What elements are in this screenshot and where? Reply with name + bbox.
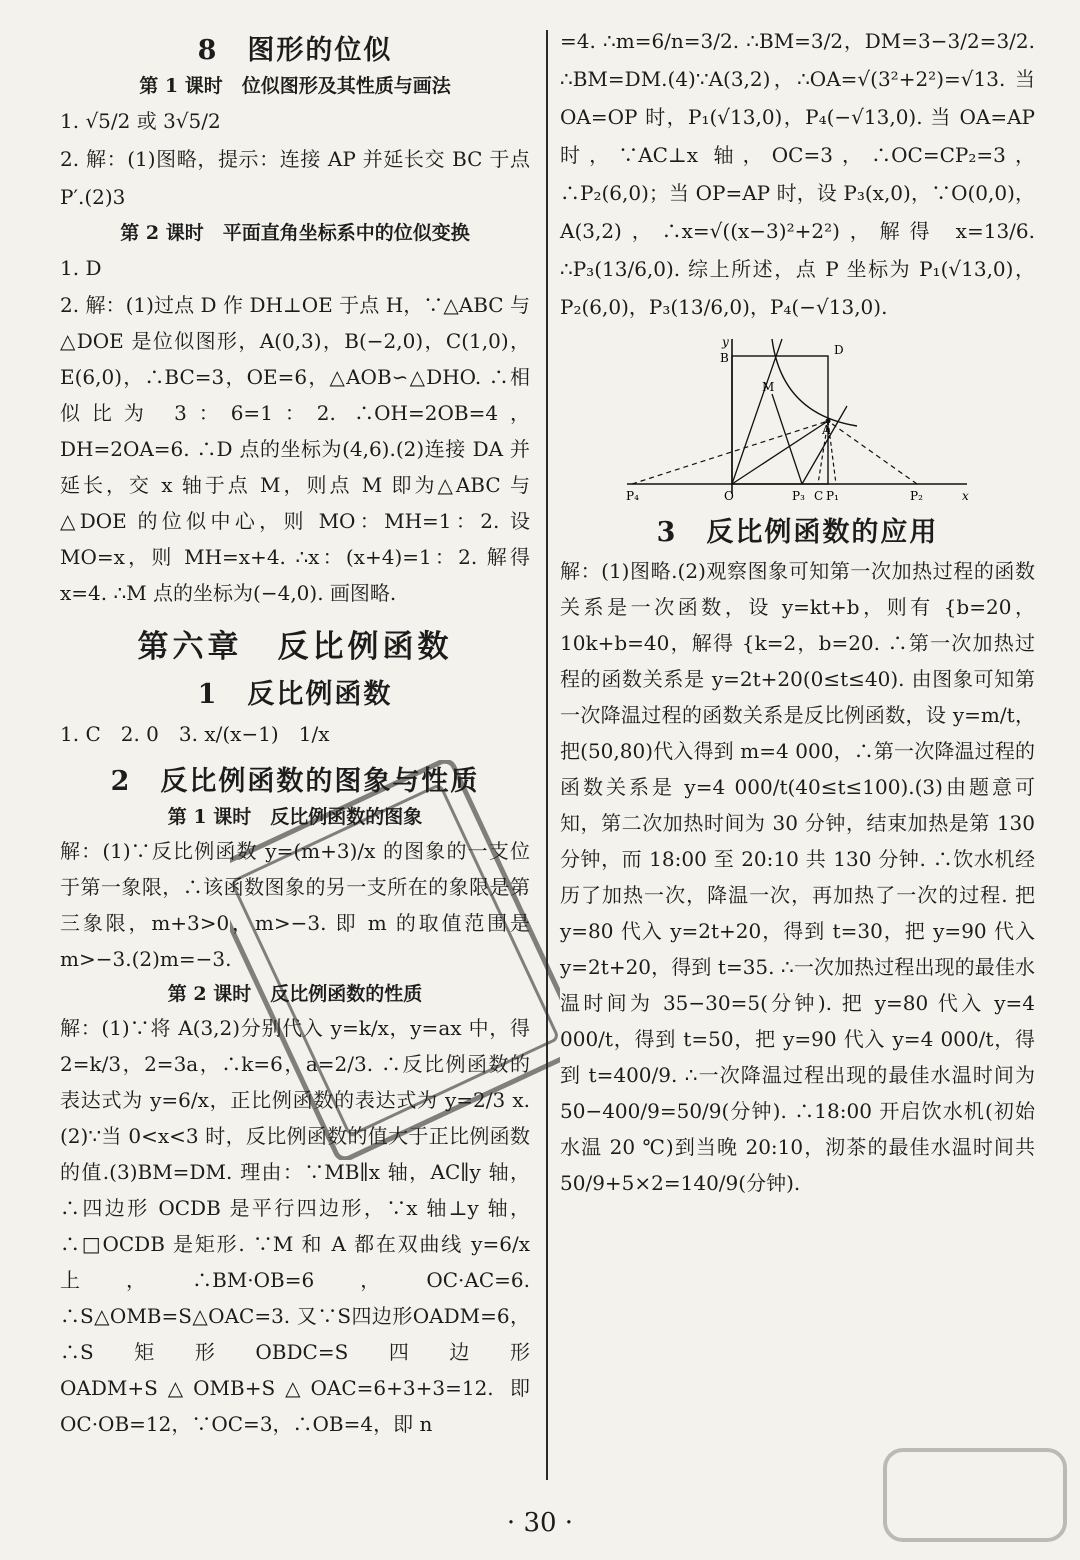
section-2-lesson-1-text: 解：(1)∵反比例函数 y=(m+3)/x 的图象的一支位于第一象限，∴该函数图象的另一支所在的象限是第三象限，m+3>0，m>−3. 即 m 的取值范围是 m>−3.(2)m=−3. [60, 839, 530, 971]
section-2-title: 2 反比例函数的图象与性质 [110, 766, 480, 797]
page-number: · 30 · [506, 1508, 574, 1538]
label-x: x [962, 489, 969, 503]
coordinate-figure [622, 334, 982, 504]
label-o: O [724, 489, 734, 503]
lesson-1-q1: 1. √5/2 或 3√5/2 [60, 109, 221, 133]
lesson-1-title: 第 1 课时 位似图形及其性质与画法 [139, 75, 451, 97]
section-1-answers: 1. C 2. 0 3. x/(x−1) 1/x [60, 722, 330, 746]
lesson-2-q2: 2. 解：(1)过点 D 作 DH⊥OE 于点 H，∵△ABC 与△DOE 是位似图形，A(0,3)，B(−2,0)，C(1,0)，E(6,0)，∴BC=3，OE=6，△AOB∽△DHO. ∴相似比为 3：6=1：2. ∴OH=2OB=4，DH=2OA=6. ∴D 点的坐标为(4,6).(2)连接 DA 并延长，交 x 轴于点 M，则点 M 即为△ABC 与△DOE 的位似中心，则 MO：MH=1：2. 设 MO=x，则 MH=x+4. ∴x：(x+4)=1：2. 解得 x=4. ∴M 点的坐标为(−4,0). 画图略. [60, 293, 530, 605]
lesson-1-q2: 2. 解：(1)图略，提示：连接 AP 并延长交 BC 于点 P′.(2)3 [60, 147, 530, 209]
stamp-overlay [230, 760, 560, 1160]
continued-solution-text: =4. ∴m=6/n=3/2. ∴BM=3/2，DM=3−3/2=3/2. ∴BM=DM.(4)∵A(3,2)，∴OA=√(3²+2²)=√13. 当 OA=OP 时，P₁(√13,0)，P₄(−√13,0). 当 OA=AP 时，∵AC⊥x 轴，OC=3，∴OC=CP₂=3，∴P₂(6,0)；当 OP=AP 时，设 P₃(x,0)，∵O(0,0)，A(3,2)，∴x=√((x−3)²+2²)，解得 x=13/6. ∴P₃(13/6,0). 综上所述，点 P 坐标为 P₁(√13,0)，P₂(6,0)，P₃(13/6,0)，P₄(−√13,0). [560, 29, 1035, 319]
line-oa [732, 421, 828, 484]
chapter-6-title: 第六章 反比例函数 [137, 629, 453, 665]
label-p4: P₄ [626, 489, 639, 503]
left-column [60, 22, 530, 1442]
label-m: M [762, 380, 775, 394]
coordinate-figure-svg [622, 334, 982, 504]
section-2-lesson-1-title: 第 1 课时 反比例函数的图象 [167, 806, 423, 828]
right-column [560, 22, 1035, 1201]
section-2-lesson-2-text: 解：(1)∵将 A(3,2)分别代入 y=k/x，y=ax 中，得 2=k/3，2=3a，∴k=6，a=2/3. ∴反比例函数的表达式为 y=6/x，正比例函数的表达式为 y=2/3 x.(2)∵当 0<x<3 时，反比例函数的值大于正比例函数的值.(3)BM=DM. 理由：∵MB∥x 轴，AC∥y 轴，∴四边形 OCDB 是平行四边形，∵x 轴⊥y 轴，∴□OCDB 是矩形. ∵M 和 A 都在双曲线 y=6/x 上，∴BM·OB=6，OC·AC=6. ∴S△OMB=S△OAC=3. 又∵S四边形OADM=6，∴S矩形OBDC=S四边形OADM+S△OMB+S△OAC=6+3+3=12. 即 OC·OB=12，∵OC=3，∴OB=4，即 n [60, 1016, 530, 1436]
label-d: D [834, 343, 844, 357]
label-y: y [722, 335, 729, 349]
hyperbola-curve [772, 339, 857, 426]
label-b: B [720, 351, 729, 365]
label-a: A [822, 423, 831, 437]
stamp-border [230, 760, 560, 1160]
section-2-lesson-2-title: 第 2 课时 反比例函数的性质 [167, 983, 423, 1005]
section-3-text: 解：(1)图略.(2)观察图象可知第一次加热过程的函数关系是一次函数，设 y=kt+b，则有 {b=20，10k+b=40，解得 {k=2，b=20. ∴第一次加热过程的函数关系是 y=2t+20(0≤t≤40). 由图象可知第一次降温过程的函数关系是反比例函数，设 y=m/t，把(50,80)代入得到 m=4 000，∴第一次降温过程的函数关系是 y=4 000/t(40≤t≤100).(3)由题意可知，第二次加热时间为 30 分钟，结束加热是第 130 分钟，而 18:00 至 20:10 共 130 分钟. ∴饮水机经历了加热一次，降温一次，再加热了一次的过程. 把 y=80 代入 y=2t+20，得到 t=30，把 y=90 代入 y=2t+20，得到 t=35. ∴一次加热过程出现的最佳水温时间为 35−30=5(分钟). 把 y=80 代入 y=4 000/t，得到 t=50，把 y=90 代入 y=4 000/t，得到 t=400/9. ∴一次降温过程出现的最佳水温时间为 50−400/9=50/9(分钟). ∴18:00 开启饮水机(初始水温 20 ℃)到当晚 20:10，沏茶的最佳水温时间共 50/9+5×2=140/9(分钟). [560, 559, 1035, 1195]
lesson-2-q1: 1. D [60, 256, 102, 280]
section-8-title: 8 图形的位似 [197, 35, 393, 66]
section-1-title: 1 反比例函数 [197, 679, 393, 710]
label-p2: P₂ [910, 489, 923, 503]
label-p1: P₁ [826, 489, 839, 503]
label-p3: P₃ [792, 489, 805, 503]
label-c: C [814, 489, 824, 503]
line-om [732, 339, 782, 484]
column-divider [546, 30, 548, 1480]
line-mp [772, 394, 802, 484]
lesson-2-title: 第 2 课时 平面直角坐标系中的位似变换 [120, 222, 470, 244]
dashed-p2-a [828, 421, 917, 484]
section-3-title: 3 反比例函数的应用 [656, 517, 939, 548]
